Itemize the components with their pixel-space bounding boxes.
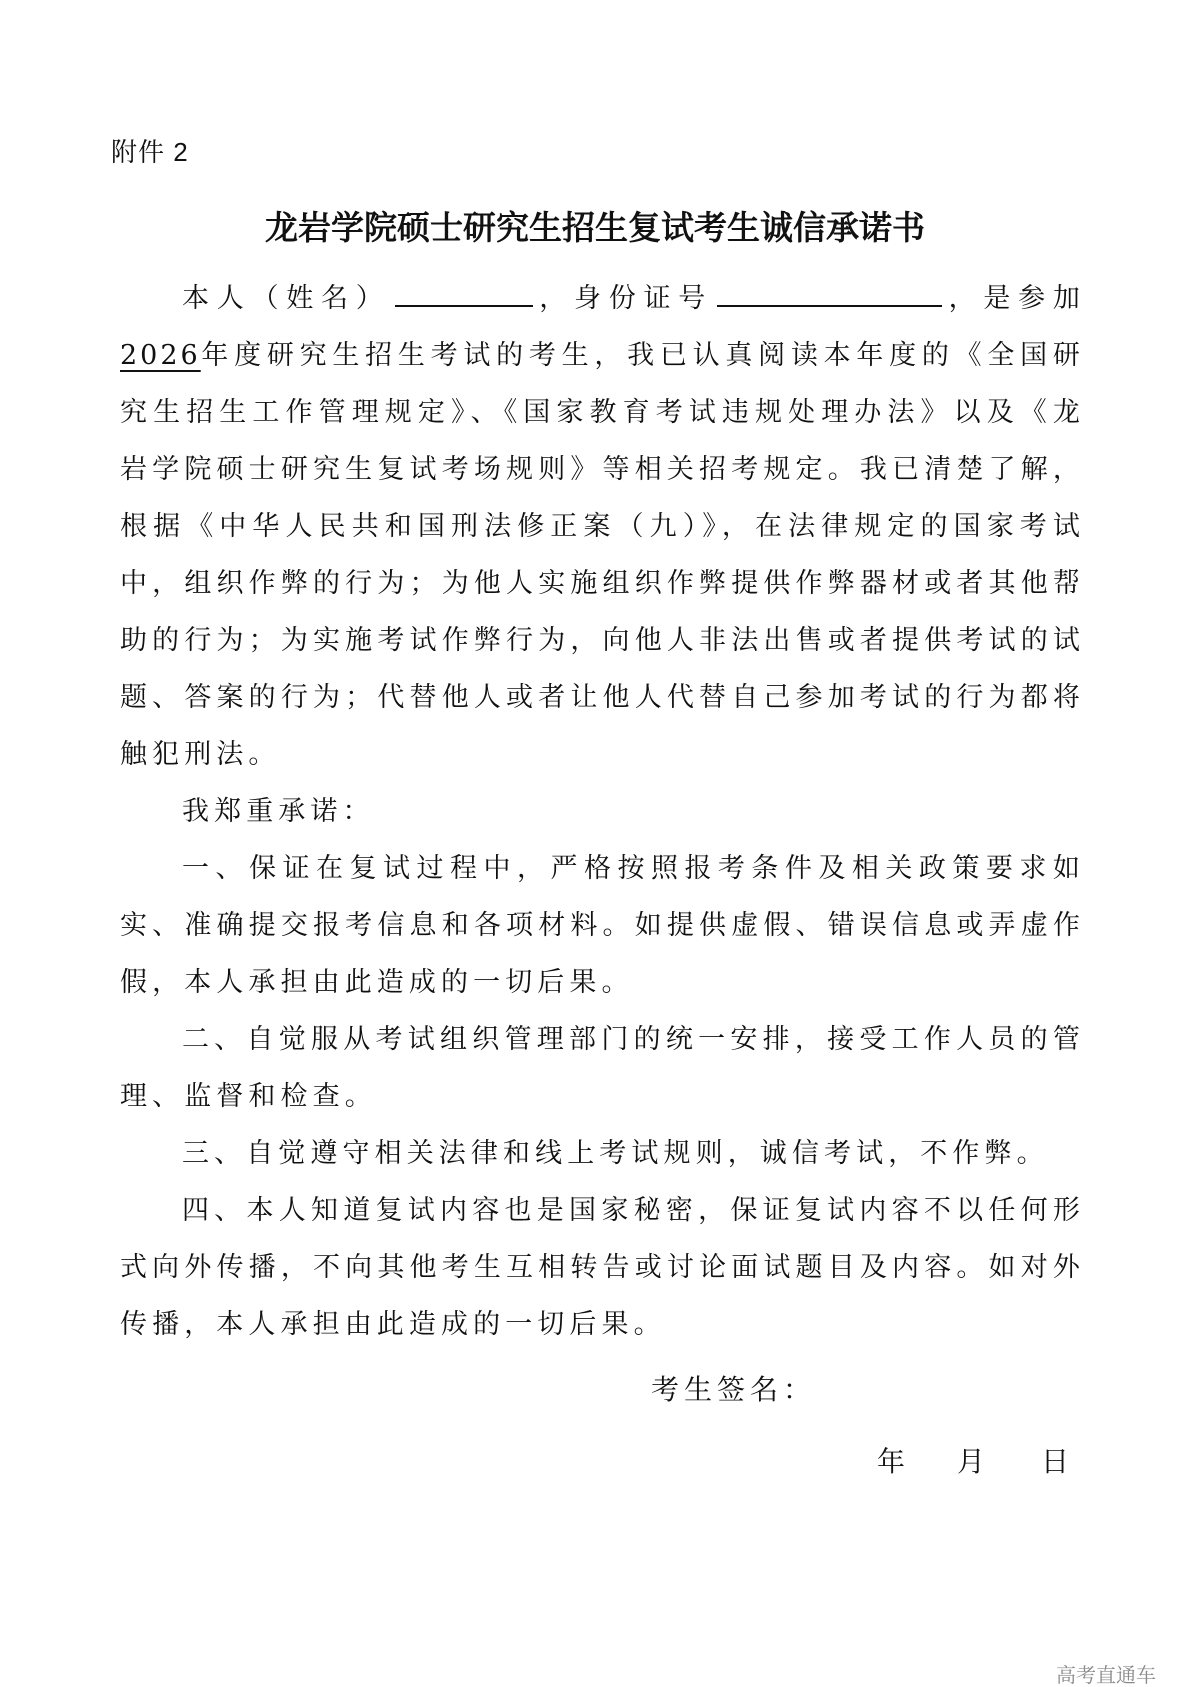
id-number-blank-field[interactable] [717,277,942,307]
intro-prefix: 本人（姓名） [182,283,391,314]
document-body [120,270,1085,1353]
pledge-item-1: 一、保证在复试过程中，严格按照报考条件及相关政策要求如实、准确提交报考信息和各项材料。如提供虚假、错误信息或弄虚作假，本人承担由此造成的一切后果。 [120,853,1085,998]
signature-label: 考生签名： [651,1373,817,1406]
intro-paragraph [120,270,1085,783]
name-blank-field[interactable] [395,277,533,307]
document-title: 龙岩学院硕士研究生招生复试考生诚信承诺书 [265,208,925,247]
date-year-label: 年 [877,1445,906,1478]
exam-year: 2026 [120,340,201,371]
id-label: ，身份证号 [536,283,713,314]
intro-body: 年度研究生招生考试的考生，我已认真阅读本年度的《全国研究生招生工作管理规定》、《国家教育考试违规处理办法》以及《龙岩学院硕士研究生复试考场规则》等相关招考规定。我已清楚了解，根据《中华人民共和国刑法修正案（九）》，在法律规定的国家考试中，组织作弊的行为；为他人实施组织作弊提供作弊器材或者其他帮助的行为；为实施考试作弊行为，向他人非法出售或者提供考试的试题、答案的行为；代替他人或者让他人代替自己参加考试的行为都将触犯刑法。 [120,340,1085,770]
attachment-label: 附件 2 [111,137,189,167]
pledge-item-2: 二、自觉服从考试组织管理部门的统一安排，接受工作人员的管理、监督和检查。 [120,1024,1085,1112]
pledge-heading: 我郑重承诺： [182,796,375,827]
pledge-item-4: 四、本人知道复试内容也是国家秘密，保证复试内容不以任何形式向外传播，不向其他考生互相转告或讨论面试题目及内容。如对外传播，本人承担由此造成的一切后果。 [120,1195,1085,1340]
pledge-item-3: 三、自觉遵守相关法律和线上考试规则，诚信考试，不作弊。 [182,1138,1049,1169]
watermark-text: 高考直通车 [1056,1663,1156,1687]
date-month-label: 月 [957,1445,986,1478]
date-day-label: 日 [1041,1445,1070,1478]
participate-label: ，是参加 [945,283,1086,314]
